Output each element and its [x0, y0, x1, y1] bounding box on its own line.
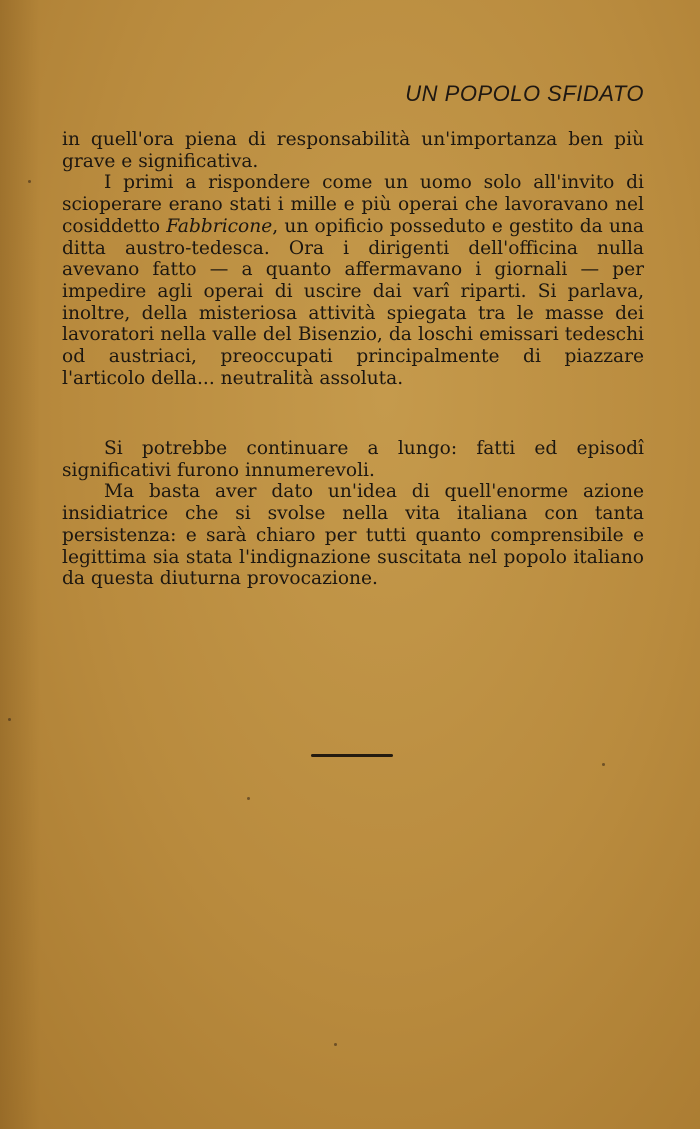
- paragraph-conclusion: Ma basta aver dato un'idea di quell'enorme azione insidiatrice che si svolse nella vita italiana con tanta persistenza: e sarà chiaro per tutti quanto comprensibile e legittima sia stata l'indignazione suscitata nel popolo italiano da questa diuturna provocazione.: [62, 481, 644, 590]
- paragraph-episodes: Si potrebbe continuare a lungo: fatti ed episodî significativi furono innumerevoli.: [62, 438, 644, 481]
- paragraph-text-start: I primi a rispondere come un uomo solo all'invito di scioperare erano stati i mille e più operai che lavoravano nel cosiddetto: [62, 172, 644, 237]
- paper-speck: [602, 763, 605, 766]
- paper-speck: [247, 797, 250, 800]
- paper-speck: [28, 180, 31, 183]
- paragraph-continuation: in quell'ora piena di responsabilità un'importanza ben più grave e significativa.: [62, 129, 644, 172]
- paragraph-fabbricone: [62, 172, 644, 389]
- page-edge-shadow: [0, 0, 40, 1129]
- factory-name: Fabbricone: [166, 215, 273, 237]
- text-block-2: [62, 438, 644, 590]
- paper-speck: [8, 718, 11, 721]
- section-separator-rule: [311, 754, 393, 757]
- paragraph-text-end: , un opificio posseduto e gestito da una ditta austro-tedesca. Ora i dirigenti dell'officina nulla avevano fatto — a quanto affermavano i giornali — per impedire agli operai di uscire dai varî riparti. Si parlava, inoltre, della misteriosa attività spiegata tra le masse dei lavoratori nella valle del Bisenzio, da loschi emissari tedeschi od austriaci, preoccupati principalmente di piazzare l'articolo della... neutralità assoluta.: [62, 215, 644, 389]
- paper-speck: [334, 1043, 337, 1046]
- running-head: UN POPOLO SFIDATO: [405, 81, 644, 106]
- text-block-1: [62, 129, 644, 389]
